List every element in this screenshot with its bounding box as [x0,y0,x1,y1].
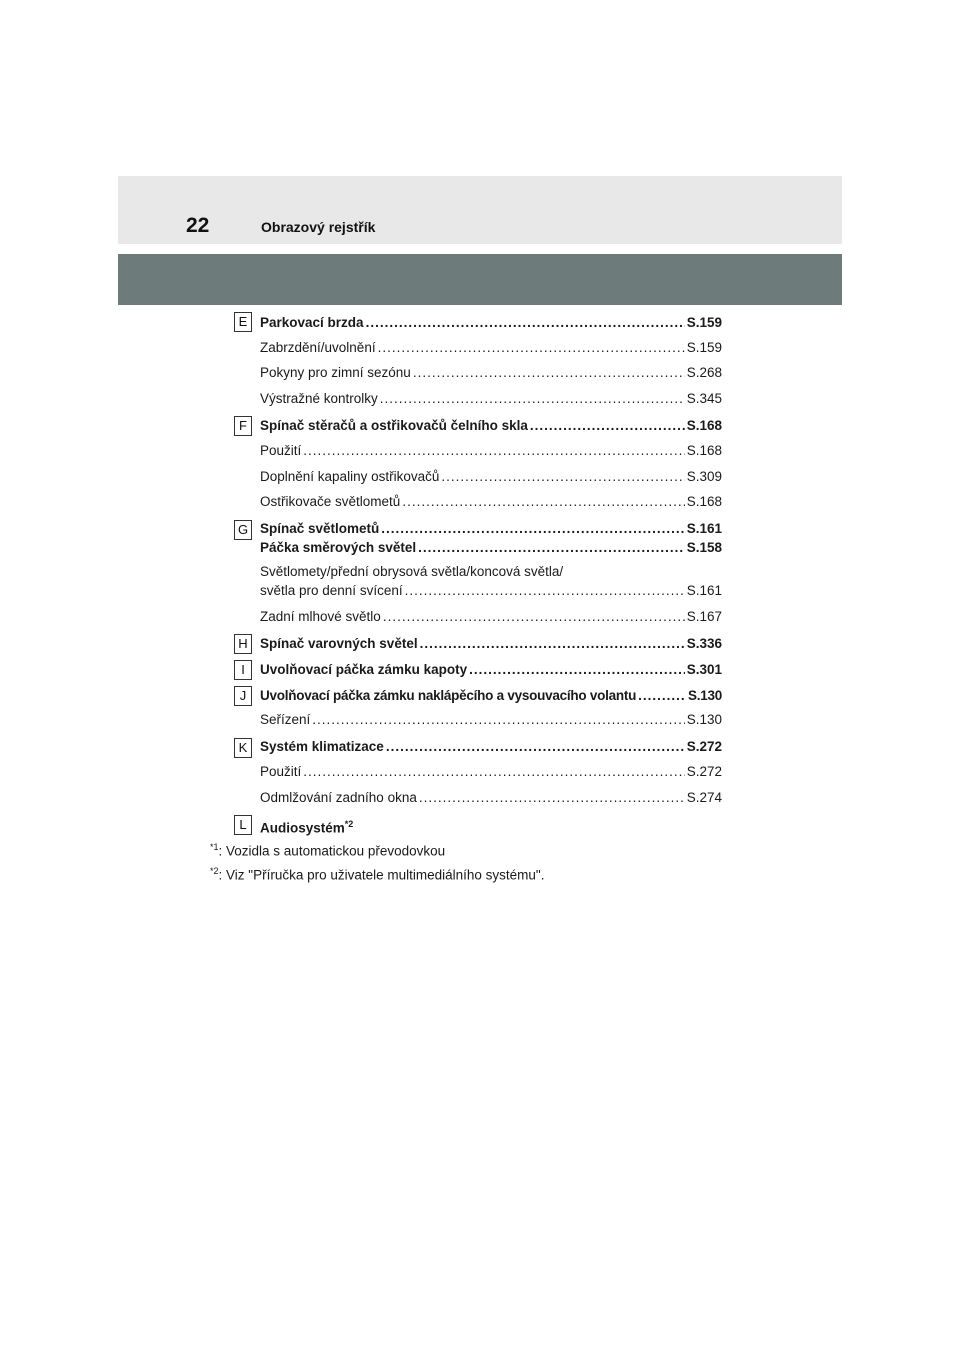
entry-label: Výstražné kontrolky [260,391,378,406]
entry-page[interactable]: S.272 [686,764,722,779]
index-letter-j: J [234,686,252,706]
entry-page[interactable]: S.130 [686,712,722,727]
entry-page[interactable]: S.268 [686,365,722,380]
leader-dots [413,363,685,382]
index-entry[interactable] [260,737,722,756]
index-letter-l: L [234,815,252,835]
footnote-text: : Viz "Příručka pro uživatele multimediálního systému". [218,867,545,883]
entry-page[interactable]: S.167 [686,609,722,624]
entry-label: Zadní mlhové světlo [260,609,381,624]
index-entry[interactable] [260,634,722,653]
entry-label: Použití [260,443,302,458]
entry-page[interactable]: S.159 [686,315,722,330]
page-number: 22 [186,214,210,237]
index-letter-f: F [234,416,252,436]
index-entry[interactable] [260,562,722,600]
leader-dots [638,686,686,705]
entry-label: Seřízení [260,712,311,727]
index-entry[interactable] [260,416,722,435]
index-entry[interactable] [260,815,722,838]
leader-dots [402,492,684,511]
entry-page[interactable]: S.274 [686,790,722,805]
footnote [210,838,445,861]
index-entry[interactable] [260,363,722,382]
footnote-mark: *1 [210,842,219,852]
entry-label: Spínač světlometů [260,521,380,536]
entry-label: Parkovací brzda [260,315,364,330]
leader-dots [383,607,685,626]
section-title: Obrazový rejstřík [261,219,376,235]
leader-dots [380,389,685,408]
index-entry[interactable] [260,762,722,781]
entry-label: Spínač stěračů a ostřikovačů čelního skla [260,418,528,433]
leader-dots [381,519,684,538]
index-letter-h: H [234,634,252,654]
index-entry[interactable] [260,710,722,729]
entry-label: Doplnění kapaliny ostřikovačů [260,469,440,484]
index-entry[interactable] [260,607,722,626]
entry-label: Uvolňovací páčka zámku naklápěcího a vysouvacího volantu [260,688,637,703]
index-entry[interactable] [260,313,722,332]
entry-page[interactable]: S.345 [686,391,722,406]
leader-dots [441,467,684,486]
entry-page[interactable]: S.159 [686,340,722,355]
entry-page[interactable]: S.168 [686,494,722,509]
index-entry[interactable] [260,788,722,807]
entry-label: Ostřikovače světlometů [260,494,401,509]
index-letter-k: K [234,738,252,758]
entry-page[interactable]: S.161 [686,583,722,598]
index-entry[interactable] [260,338,722,357]
leader-dots [312,710,684,729]
leader-dots [366,313,685,332]
entry-page[interactable]: S.158 [686,540,722,555]
index-letter-g: G [234,520,252,540]
index-entry[interactable] [260,660,722,679]
entry-label: Použití [260,764,302,779]
index-letter-e: E [234,312,252,332]
title-bar [118,254,842,305]
entry-label: Pokyny pro zimní sezónu [260,365,411,380]
index-entry[interactable] [260,467,722,486]
leader-dots [386,737,685,756]
index-entry[interactable] [260,519,722,538]
entry-label: světla pro denní svícení [260,583,403,598]
leader-dots [303,441,684,460]
leader-dots [469,660,685,679]
entry-page[interactable]: S.168 [686,443,722,458]
footnote-mark: *2 [210,866,219,876]
entry-label: Systém klimatizace [260,739,384,754]
entry-page[interactable]: S.336 [686,636,722,651]
entry-label: Odmlžování zadního okna [260,790,417,805]
entry-label: Spínač varovných světel [260,636,418,651]
entry-label: Páčka směrových světel [260,540,417,555]
entry-label-line: Světlomety/přední obrysová světla/koncová světla/ [260,564,564,579]
index-letter-i: I [234,660,252,680]
footnote-ref: *2 [344,819,354,829]
leader-dots [303,762,684,781]
footnote [210,862,544,885]
entry-label: Audiosystém [260,820,345,836]
entry-page[interactable]: S.161 [686,521,722,536]
header-band [118,176,842,244]
index-entry[interactable] [260,538,722,557]
index-entry[interactable] [260,389,722,408]
entry-label: Uvolňovací páčka zámku kapoty [260,662,468,677]
index-entry[interactable] [260,686,722,705]
leader-dots [420,634,685,653]
index-entry[interactable] [260,492,722,511]
leader-dots [419,788,685,807]
leader-dots [378,338,685,357]
leader-dots [530,416,685,435]
entry-page[interactable]: S.272 [686,739,722,754]
leader-dots [418,538,685,557]
entry-page[interactable]: S.168 [686,418,722,433]
entry-page[interactable]: S.130 [687,688,722,703]
leader-dots [405,581,685,600]
index-entry[interactable] [260,441,722,460]
entry-page[interactable]: S.301 [686,662,722,677]
entry-label: Zabrzdění/uvolnění [260,340,376,355]
footnote-text: : Vozidla s automatickou převodovkou [218,843,446,859]
entry-page[interactable]: S.309 [686,469,722,484]
